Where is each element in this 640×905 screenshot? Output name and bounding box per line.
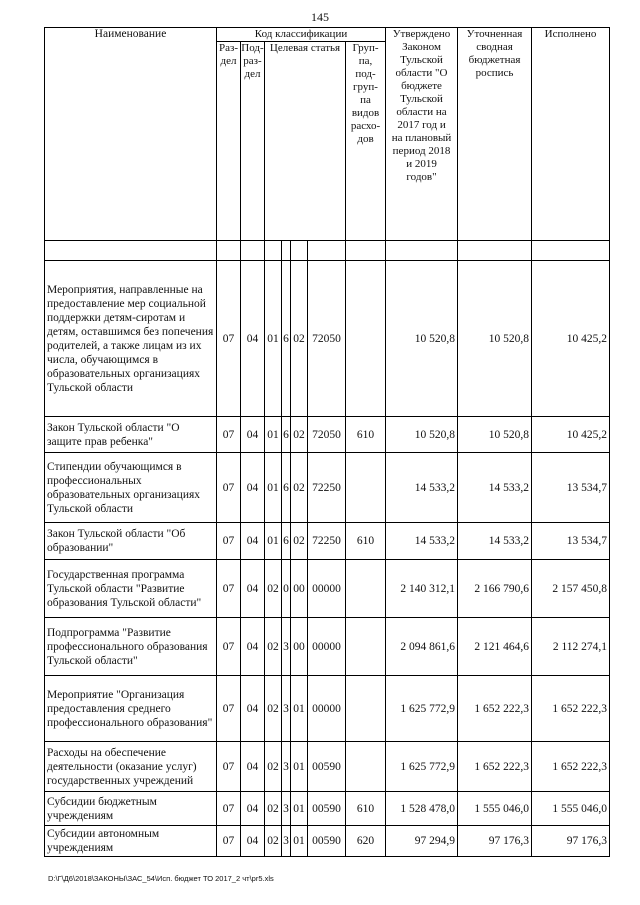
target-subprogram-code: 3 (282, 826, 291, 857)
table-row (45, 618, 610, 676)
budget-table (44, 27, 610, 857)
target-subprogram-code: 3 (282, 618, 291, 676)
subsection-code: 04 (241, 523, 265, 560)
refined-amount: 14 533,2 (458, 523, 532, 560)
row-name: Подпрограмма "Развитие профессионального образования Тульской области" (45, 618, 217, 676)
subsection-code: 04 (241, 826, 265, 857)
table-row (45, 261, 610, 417)
row-name: Мероприятие "Организация предоставления среднего профессионального образования" (45, 676, 217, 742)
target-direction-code: 00590 (308, 826, 346, 857)
target-direction-code: 00590 (308, 742, 346, 792)
table-row (45, 417, 610, 453)
file-path-footer: D:\Г\Д6\2018\ЗАКОНЫ\ЗАС_54\Исп. бюджет ТО 2017_2 чт\pr5.xls (48, 874, 274, 883)
section-code: 07 (217, 523, 241, 560)
section-code: 07 (217, 417, 241, 453)
header-executed: Исполнено (532, 28, 610, 241)
section-code: 07 (217, 826, 241, 857)
section-code: 07 (217, 618, 241, 676)
target-program-code: 02 (265, 560, 282, 618)
subsection-code: 04 (241, 453, 265, 523)
target-event-code: 01 (291, 792, 308, 826)
approved-amount: 10 520,8 (386, 417, 458, 453)
refined-amount: 10 520,8 (458, 417, 532, 453)
row-name: Мероприятия, направленные на предоставление мер социальной поддержки детям-сиротам и детям, оставшимся без попечения родителей, а также лицам из их числа, обучающимся в образовательных организациях Тульской области (45, 261, 217, 417)
target-event-code: 02 (291, 453, 308, 523)
target-subprogram-code: 3 (282, 742, 291, 792)
row-name: Стипендии обучающимся в профессиональных образовательных организациях Тульской области (45, 453, 217, 523)
executed-amount: 1 555 046,0 (532, 792, 610, 826)
table-row (45, 560, 610, 618)
target-subprogram-code: 0 (282, 560, 291, 618)
refined-amount: 1 555 046,0 (458, 792, 532, 826)
target-subprogram-code: 6 (282, 417, 291, 453)
row-name: Закон Тульской области "Об образовании" (45, 523, 217, 560)
target-program-code: 02 (265, 676, 282, 742)
target-program-code: 02 (265, 618, 282, 676)
subsection-code: 04 (241, 676, 265, 742)
target-subprogram-code: 3 (282, 676, 291, 742)
target-event-code: 00 (291, 618, 308, 676)
target-program-code: 02 (265, 742, 282, 792)
target-subprogram-code: 3 (282, 792, 291, 826)
expense-group-code (346, 618, 386, 676)
expense-group-code: 610 (346, 417, 386, 453)
refined-amount: 2 166 790,6 (458, 560, 532, 618)
expense-group-code (346, 676, 386, 742)
refined-amount: 10 520,8 (458, 261, 532, 417)
approved-amount: 1 625 772,9 (386, 742, 458, 792)
section-code: 07 (217, 453, 241, 523)
executed-amount: 1 652 222,3 (532, 742, 610, 792)
refined-amount: 1 652 222,3 (458, 742, 532, 792)
expense-group-code: 620 (346, 826, 386, 857)
table-row (45, 523, 610, 560)
target-program-code: 01 (265, 453, 282, 523)
table-row (45, 826, 610, 857)
expense-group-code: 610 (346, 523, 386, 560)
subsection-code: 04 (241, 261, 265, 417)
approved-amount: 14 533,2 (386, 453, 458, 523)
header-subsection: Под- раз- дел (241, 42, 265, 241)
refined-amount: 14 533,2 (458, 453, 532, 523)
target-subprogram-code: 6 (282, 261, 291, 417)
header-refined: Уточненная сводная бюджетная роспись (458, 28, 532, 241)
refined-amount: 97 176,3 (458, 826, 532, 857)
target-program-code: 02 (265, 792, 282, 826)
target-event-code: 02 (291, 417, 308, 453)
header-code-group: Код классификации (217, 28, 386, 42)
approved-amount: 1 528 478,0 (386, 792, 458, 826)
header-name: Наименование (45, 28, 217, 241)
target-event-code: 01 (291, 676, 308, 742)
refined-amount: 2 121 464,6 (458, 618, 532, 676)
section-code: 07 (217, 742, 241, 792)
row-name: Субсидии бюджетным учреждениям (45, 792, 217, 826)
header-target-article: Целевая статья (265, 42, 346, 241)
approved-amount: 97 294,9 (386, 826, 458, 857)
table-row (45, 792, 610, 826)
target-direction-code: 00590 (308, 792, 346, 826)
target-subprogram-code: 6 (282, 523, 291, 560)
expense-group-code (346, 560, 386, 618)
executed-amount: 2 112 274,1 (532, 618, 610, 676)
target-direction-code: 00000 (308, 560, 346, 618)
subsection-code: 04 (241, 417, 265, 453)
table-row (45, 742, 610, 792)
target-program-code: 01 (265, 261, 282, 417)
target-direction-code: 72050 (308, 417, 346, 453)
executed-amount: 10 425,2 (532, 261, 610, 417)
target-program-code: 02 (265, 826, 282, 857)
page-number: 145 (311, 10, 329, 24)
target-program-code: 01 (265, 417, 282, 453)
row-name: Закон Тульской области "О защите прав ребенка" (45, 417, 217, 453)
subsection-code: 04 (241, 742, 265, 792)
row-name: Субсидии автономным учреждениям (45, 826, 217, 857)
section-code: 07 (217, 792, 241, 826)
approved-amount: 14 533,2 (386, 523, 458, 560)
header-expense-group: Груп- па, под- груп- па видов расхо- дов (346, 42, 386, 241)
refined-amount: 1 652 222,3 (458, 676, 532, 742)
expense-group-code: 610 (346, 792, 386, 826)
approved-amount: 10 520,8 (386, 261, 458, 417)
section-code: 07 (217, 560, 241, 618)
executed-amount: 13 534,7 (532, 453, 610, 523)
executed-amount: 10 425,2 (532, 417, 610, 453)
header-section: Раз- дел (217, 42, 241, 241)
target-event-code: 01 (291, 826, 308, 857)
target-direction-code: 72250 (308, 453, 346, 523)
target-direction-code: 72050 (308, 261, 346, 417)
target-direction-code: 00000 (308, 618, 346, 676)
section-code: 07 (217, 261, 241, 417)
row-name: Расходы на обеспечение деятельности (оказание услуг) государственных учреждений (45, 742, 217, 792)
header-approved: Утверждено Законом Тульской области "О бюджете Тульской области на 2017 год и на плановый период 2018 и 2019 годов" (386, 28, 458, 241)
target-event-code: 01 (291, 742, 308, 792)
expense-group-code (346, 742, 386, 792)
subsection-code: 04 (241, 792, 265, 826)
table-body (45, 261, 610, 857)
executed-amount: 1 652 222,3 (532, 676, 610, 742)
approved-amount: 2 140 312,1 (386, 560, 458, 618)
subsection-code: 04 (241, 560, 265, 618)
approved-amount: 2 094 861,6 (386, 618, 458, 676)
target-event-code: 00 (291, 560, 308, 618)
subsection-code: 04 (241, 618, 265, 676)
target-subprogram-code: 6 (282, 453, 291, 523)
table-row (45, 453, 610, 523)
approved-amount: 1 625 772,9 (386, 676, 458, 742)
target-event-code: 02 (291, 261, 308, 417)
row-name: Государственная программа Тульской области "Развитие образования Тульской области" (45, 560, 217, 618)
target-direction-code: 72250 (308, 523, 346, 560)
expense-group-code (346, 261, 386, 417)
executed-amount: 2 157 450,8 (532, 560, 610, 618)
executed-amount: 97 176,3 (532, 826, 610, 857)
target-direction-code: 00000 (308, 676, 346, 742)
section-code: 07 (217, 676, 241, 742)
executed-amount: 13 534,7 (532, 523, 610, 560)
target-program-code: 01 (265, 523, 282, 560)
target-event-code: 02 (291, 523, 308, 560)
expense-group-code (346, 453, 386, 523)
table-row (45, 676, 610, 742)
